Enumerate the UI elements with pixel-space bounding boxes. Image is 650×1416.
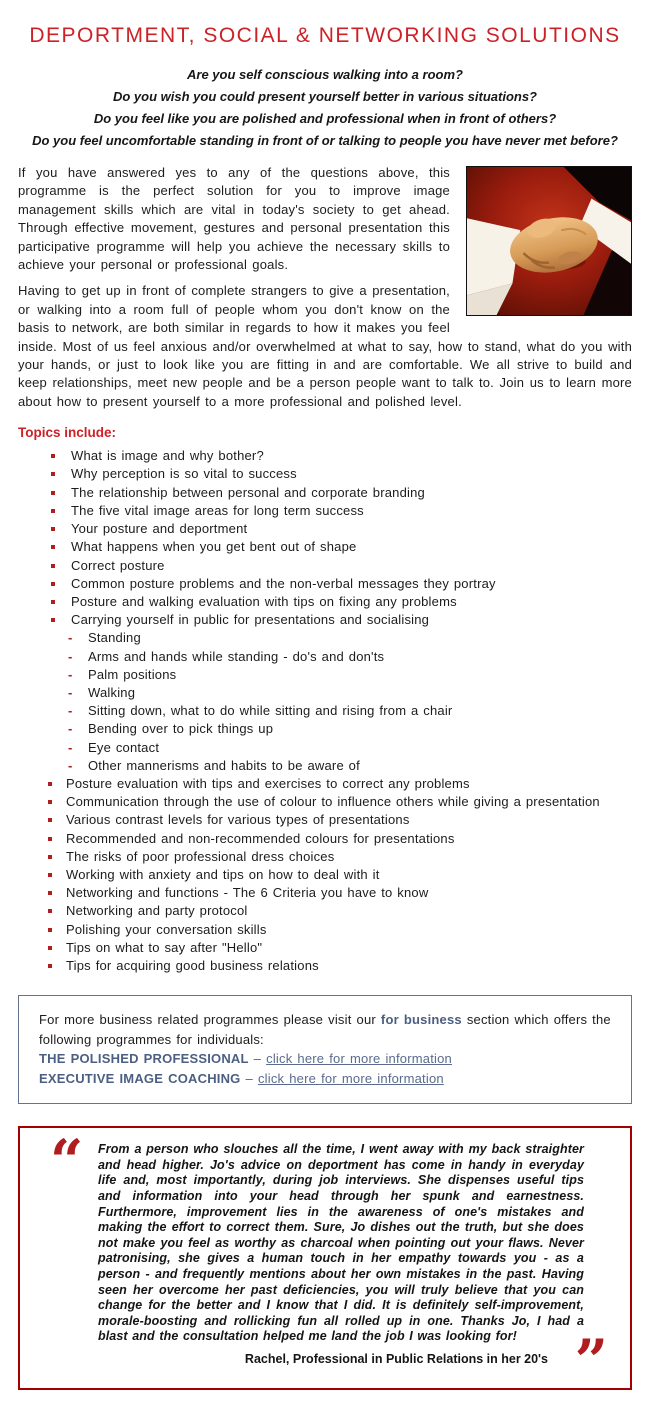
topics-heading: Topics include: — [18, 425, 117, 441]
page — [0, 24, 650, 1396]
question-line: Do you wish you could present yourself better in various situations? — [112, 89, 537, 104]
topic-item: Recommended and non-recommended colours for presentations — [48, 830, 632, 848]
subtopic-item: - Sitting down, what to do while sitting and rising from a chair — [68, 702, 632, 720]
topic-item: Networking and functions - The 6 Criteria you have to know — [48, 884, 632, 902]
topic-item: The relationship between personal and corporate branding — [51, 484, 632, 502]
topic-item: Common posture problems and the non-verbal messages they portray — [51, 575, 632, 593]
page-title: DEPORTMENT, SOCIAL & NETWORKING SOLUTIONS — [29, 24, 621, 47]
topic-item: Why perception is so vital to success — [51, 465, 632, 483]
topic-item: Your posture and deportment — [51, 520, 632, 538]
executive-image-coaching-info-link[interactable]: click here for more information — [257, 1070, 444, 1086]
testimonial-text: From a person who slouches all the time, I went away with my back straighter and head higher. Jo's advice on deportment has come in handy in everyday life and, most importantly, during job interviews. She dispenses useful tips and information into your head through her spunk and earnestness. Furthermore, improvement lies in the awareness of one's mistakes and making the effort to correct them. Sure, Jo dishes out the truth, but she does not make you feel as worthy as charcoal when pointing out your flaws. Never patronising, she gives a human touch in her empathy towards you - as a person - and frequently mentions about her own mistakes in the past. Having seen her overcome her past deficiencies, you will truly believe that you can change for the better and I know that I did. It is definitely self-improvement, morale-boosting and rollicking fun all rolled up in one. Thanks Jo, I had a blast and the consultation helped me land the job I was looking for! — [98, 1142, 584, 1344]
intro-questions — [18, 64, 632, 152]
business-box-text — [39, 1010, 611, 1049]
topic-item: Communication through the use of colour to influence others while giving a presentation — [48, 793, 632, 811]
topic-item: Carrying yourself in public for presentations and socialising — [51, 611, 632, 629]
subtopic-item: - Bending over to pick things up — [68, 720, 632, 738]
intro-section — [18, 164, 632, 411]
topic-item: Networking and party protocol — [48, 902, 632, 920]
topic-item: Posture evaluation with tips and exercises to correct any problems — [48, 775, 632, 793]
subtopic-item: - Palm positions — [68, 666, 632, 684]
topic-item: Tips on what to say after "Hello" — [48, 939, 632, 957]
handshake-illustration — [467, 167, 631, 315]
subtopic-item: - Walking — [68, 684, 632, 702]
polished-professional-info-link[interactable]: click here for more information — [266, 1051, 452, 1067]
topics-list-secondary — [18, 775, 632, 975]
subtopic-item: - Eye contact — [68, 739, 632, 757]
topic-item: What happens when you get bent out of shape — [51, 538, 632, 556]
topic-item: Various contrast levels for various types of presentations — [48, 811, 632, 829]
subtopic-item: - Other mannerisms and habits to be aware of — [68, 757, 632, 775]
business-text-prefix: For more business related programmes please visit our — [39, 1012, 381, 1028]
topics-list-primary — [18, 447, 632, 629]
topics-sublist — [18, 629, 632, 775]
programme-name-polished-professional: THE POLISHED PROFESSIONAL — [39, 1051, 249, 1067]
programme-row — [39, 1069, 611, 1089]
dash-separator: – — [245, 1070, 253, 1086]
for-business-link[interactable]: for business — [380, 1012, 462, 1028]
topic-item: Working with anxiety and tips on how to deal with it — [48, 866, 632, 884]
testimonial-box — [18, 1126, 632, 1396]
intro-paragraph-1: If you have answered yes to any of the questions above, this programme is the perfect solution for you to improve image management skills which are vital in today's society to get ahead. Through effective movement, gestures and personal presentation this participative programme will help you achieve the necessary skills to achieve your personal or professional goals. — [18, 165, 450, 273]
intro-paragraph-2: Having to get up in front of complete strangers to give a presentation, or walking into a room full of people whom you don't know on the basis to network, are both similar in regards to how it makes you feel inside. Most of us feel anxious and/or overwhelmed at what to say, how to stand, what do you with your hands, or just to look like you are fitting in and are comfortable. We all strive to build and keep relationships, meet new people and be a person people want to talk to. Join us to learn more about how to present yourself to a more professional and polished level. — [18, 283, 632, 409]
topic-item: Correct posture — [51, 557, 632, 575]
business-programmes-box — [18, 995, 632, 1104]
question-line: Do you feel uncomfortable standing in front of or talking to people you have never met before? — [32, 133, 618, 148]
topic-item: Tips for acquiring good business relations — [48, 957, 632, 975]
subtopic-item: - Arms and hands while standing - do's and don'ts — [68, 648, 632, 666]
handshake-photo — [466, 166, 632, 316]
subtopic-item: - Standing — [68, 629, 632, 647]
topic-item: What is image and why bother? — [51, 447, 632, 465]
question-line: Are you self conscious walking into a room? — [187, 67, 463, 82]
topic-item: Polishing your conversation skills — [48, 921, 632, 939]
close-quote-icon: ” — [574, 1327, 608, 1396]
programme-name-executive-image-coaching: EXECUTIVE IMAGE COACHING — [39, 1070, 241, 1086]
question-line: Do you feel like you are polished and professional when in front of others? — [93, 111, 557, 126]
business-text-suffix: section which offers the following programmes for individuals: — [39, 1012, 611, 1047]
testimonial-attribution: Rachel, Professional in Public Relations in her 20's — [244, 1351, 548, 1366]
dash-separator: – — [253, 1051, 262, 1067]
open-quote-icon: “ — [50, 1127, 84, 1196]
programme-row — [39, 1049, 611, 1069]
topic-item: The risks of poor professional dress choices — [48, 848, 632, 866]
topic-item: Posture and walking evaluation with tips on fixing any problems — [51, 593, 632, 611]
topic-item: The five vital image areas for long term success — [51, 502, 632, 520]
